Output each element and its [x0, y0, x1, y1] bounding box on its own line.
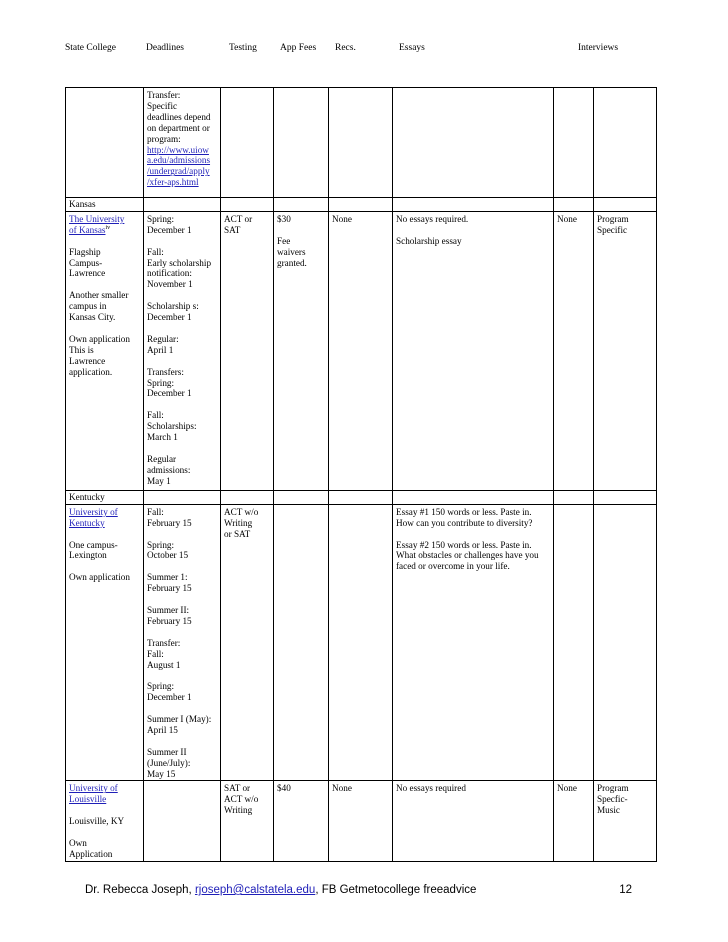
college-notes: One campus- Lexington Own application [69, 539, 130, 583]
cell-interviews [594, 88, 657, 198]
state-row-kentucky [66, 490, 657, 504]
cell-college [66, 504, 144, 781]
header-deadlines: Deadlines [146, 43, 184, 53]
cell-deadlines: Spring: December 1 Fall: Early scholarship notification: November 1 Scholarship s: December 1 Regular: April 1 Transfers: Spring: December 1 Fall: Scholarships: March 1 Regular admissions: May 1 [144, 211, 221, 490]
cell-testing [221, 88, 274, 198]
header-interviews: Interviews [578, 43, 619, 53]
page-number: 12 [619, 884, 632, 896]
table-row [66, 504, 657, 781]
header-state-college: State College [65, 43, 116, 53]
page-footer [85, 884, 645, 896]
cell-deadlines: Fall: February 15 Spring: October 15 Summer 1: February 15 Summer II: February 15 Transfer: Fall: August 1 Spring: December 1 Summer I (May): April 15 Summer II (June/July): May 15 [144, 504, 221, 781]
table-row [66, 781, 657, 861]
cell-recs: None [329, 781, 393, 861]
footer-author: Dr. Rebecca Joseph, [85, 884, 195, 896]
cell-extra [554, 88, 594, 198]
header-app-fees: App Fees [280, 43, 317, 53]
cell-fees: $40 [274, 781, 329, 861]
college-notes: Flagship Campus- Lawrence Another smaller campus in Kansas City. Own application This is Lawrence application. [69, 246, 130, 377]
cell-fees [274, 504, 329, 781]
cell-fees: $30 Fee waivers granted. [274, 211, 329, 490]
cell-essays: No essays required [393, 781, 554, 861]
footnote-marker: iv [105, 224, 111, 231]
college-table [65, 87, 657, 862]
cell-essays: Essay #1 150 words or less. Paste in. How can you contribute to diversity? Essay #2 150 words or less. Paste in. What obstacles or challenges have you faced or overcome in your life. [393, 504, 554, 781]
cell-college [66, 88, 144, 198]
cell-deadlines [144, 88, 221, 198]
transfer-deadlines-link[interactable]: http://www.uiow a.edu/admissions /undergrad/apply /xfer-aps.html [147, 144, 211, 188]
cell-testing: SAT or ACT w/o Writing [221, 781, 274, 861]
footer-text: , FB Getmetocollege freeadvice [315, 884, 477, 896]
cell-essays: No essays required. Scholarship essay [393, 211, 554, 490]
cell-deadlines [144, 781, 221, 861]
cell-recs [329, 504, 393, 781]
cell-extra: None [554, 781, 594, 861]
cell-essays [393, 88, 554, 198]
table-row [66, 88, 657, 198]
college-link[interactable]: University of Louisville [69, 783, 118, 805]
cell-interviews: Program Specific [594, 211, 657, 490]
college-link[interactable]: The University of Kansas [69, 213, 125, 235]
footer-email-link[interactable]: rjoseph@calstatela.edu [194, 884, 316, 896]
header-recs: Recs. [335, 43, 356, 53]
table-row [66, 211, 657, 490]
college-link[interactable]: University of Kentucky [69, 506, 118, 528]
cell-interviews: Program Specfic- Music [594, 781, 657, 861]
header-essays: Essays [399, 43, 425, 53]
cell-extra [554, 504, 594, 781]
cell-fees [274, 88, 329, 198]
cell-interviews [594, 504, 657, 781]
cell-college [66, 211, 144, 490]
cell-college [66, 781, 144, 861]
college-notes: Louisville, KY Own Application [69, 816, 125, 859]
header-testing: Testing [229, 43, 257, 53]
cell-testing: ACT w/o Writing or SAT [221, 504, 274, 781]
cell-testing: ACT or SAT [221, 211, 274, 490]
cell-recs [329, 88, 393, 198]
state-label: Kansas [66, 198, 144, 212]
state-label: Kentucky [66, 490, 144, 504]
state-row-kansas [66, 198, 657, 212]
deadlines-text: Transfer: Specific deadlines depend on department or program: [147, 90, 211, 144]
cell-extra: None [554, 211, 594, 490]
cell-recs: None [329, 211, 393, 490]
